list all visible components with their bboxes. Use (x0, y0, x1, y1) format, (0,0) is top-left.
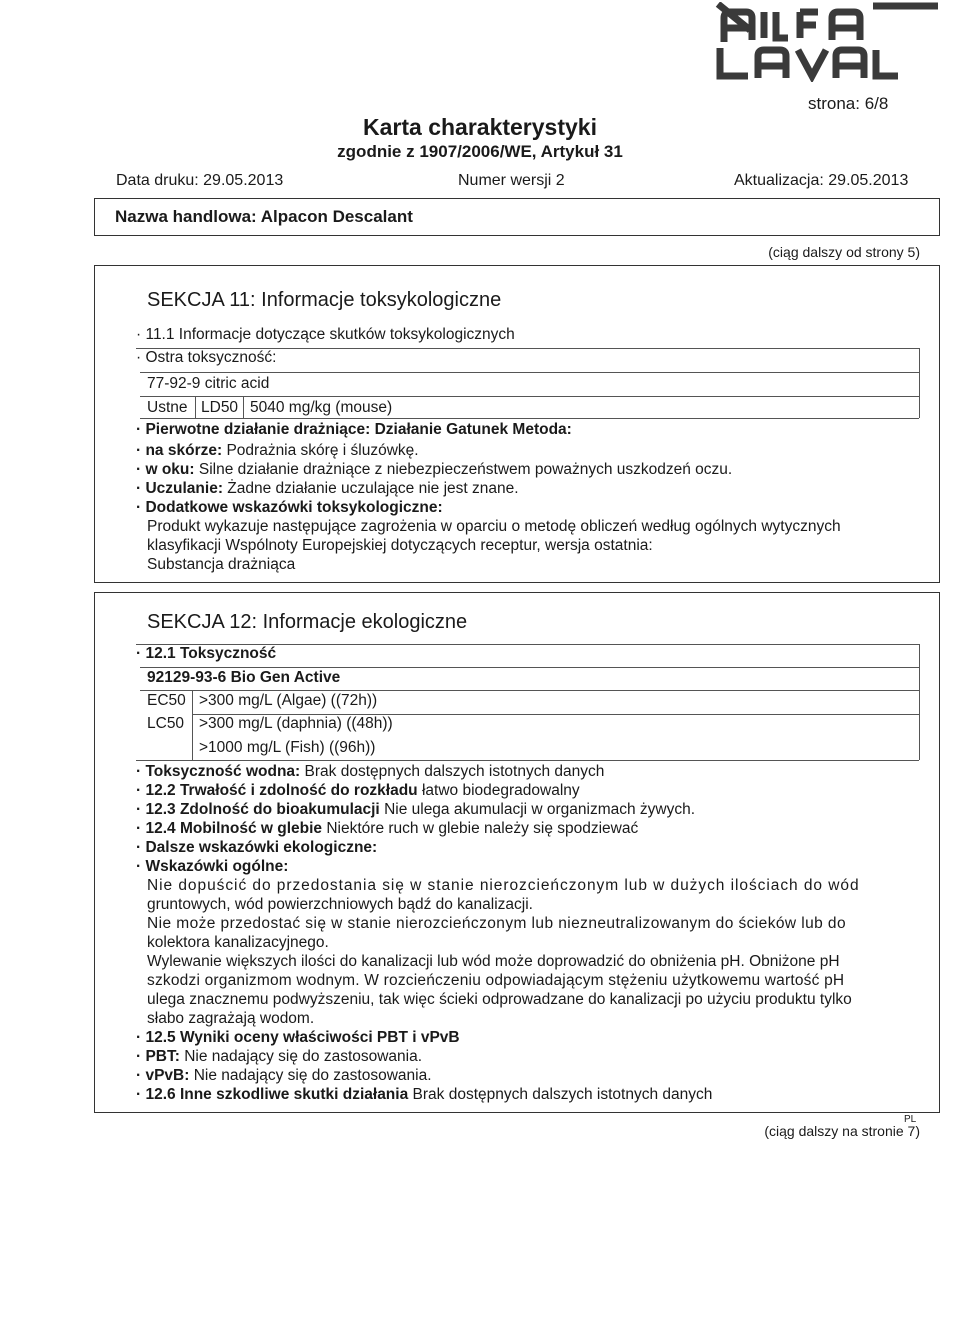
print-date: Data druku: 29.05.2013 (116, 172, 284, 189)
sensitization-row (136, 480, 519, 498)
lc50-daphnia-value: >300 mg/L (daphnia) ((48h)) (199, 715, 393, 732)
update-date: Aktualizacja: 29.05.2013 (734, 172, 909, 189)
continued-to: (ciąg dalszy na stronie 7) (764, 1123, 920, 1139)
additional-tox-text-2: klasyfikacji Wspólnoty Europejskiej dotyczących receptur, wersja ostatnia: (147, 537, 653, 554)
skin-row (136, 442, 419, 460)
pbt-label: · PBT: (136, 1048, 180, 1065)
language-code: PL (904, 1114, 917, 1125)
general-note-2a: Nie może przedostać się w stanie nierozcieńczonym lub niezneutralizowanym do ścieków lub do (147, 915, 847, 932)
persistence-label: · 12.2 Trwałość i zdolność do rozkładu (136, 782, 418, 799)
document-title: Karta charakterystyki (363, 114, 597, 140)
general-note-3c: ulega znacznemu podwyższeniu, tak więc ścieki odprowadzane do kanalizacji po użyciu produktu tylko (147, 991, 852, 1008)
mobility-label: · 12.4 Mobilność w glebie (136, 820, 323, 837)
bio-gen-substance: 92129-93-6 Bio Gen Active (147, 669, 341, 686)
ec50-value: >300 mg/L (Algae) ((72h)) (199, 692, 378, 709)
additional-tox-text-1: Produkt wykazuje następujące zagrożenia w oparciu o metodę obliczeń według ogólnych wytycznych (147, 518, 841, 535)
ld50-value: 5040 mg/kg (mouse) (250, 399, 393, 416)
irritation-heading: · Pierwotne działanie drażniące: Działanie Gatunek Metoda: (136, 421, 572, 438)
vpvb-text: Nie nadający się do zastosowania. (193, 1067, 432, 1084)
persistence-row (136, 782, 580, 800)
mobility-text: Niektóre ruch w glebie należy się spodziewać (326, 820, 639, 837)
persistence-text: łatwo biodegradowalny (421, 782, 580, 799)
tox-info-heading: · 11.1 Informacje dotyczące skutków toksykologicznych (136, 326, 515, 343)
additional-tox-text-3: Substancja drażniąca (147, 556, 296, 573)
document-subtitle: zgodnie z 1907/2006/WE, Artykuł 31 (337, 142, 623, 161)
sensitization-label: · Uczulanie: (136, 480, 223, 497)
continued-from: (ciąg dalszy od strony 5) (768, 244, 920, 260)
mobility-row (136, 820, 638, 838)
sensitization-text: Żadne działanie uczulające nie jest znane. (227, 480, 519, 497)
bioaccumulation-label: · 12.3 Zdolność do bioakumulacji (136, 801, 380, 818)
bioaccumulation-text: Nie ulega akumulacji w organizmach żywych. (384, 801, 696, 818)
page-number: strona: 6/8 (808, 94, 889, 113)
general-notes-label: · Wskazówki ogólne: (136, 858, 289, 875)
section-11-title: SEKCJA 11: Informacje toksykologiczne (147, 289, 502, 311)
pbt-row (136, 1048, 422, 1066)
ec50-param: EC50 (147, 692, 186, 709)
bioaccumulation-row (136, 801, 695, 819)
citric-acid-substance: 77-92-9 citric acid (147, 375, 270, 392)
alfa-laval-logo (708, 2, 948, 82)
skin-label: · na skórze: (136, 442, 223, 459)
skin-text: Podrażnia skórę i śluzówkę. (226, 442, 419, 459)
lc50-param: LC50 (147, 715, 185, 732)
general-note-3d: słabo zagrażają wodom. (147, 1010, 315, 1027)
general-note-1b: gruntowych, wód powierzchniowych bądź do kanalizacji. (147, 896, 533, 913)
pbt-text: Nie nadający się do zastosowania. (184, 1048, 423, 1065)
vpvb-row (136, 1067, 432, 1085)
section-12-title: SEKCJA 12: Informacje ekologiczne (147, 611, 468, 633)
eye-label: · w oku: (136, 461, 195, 478)
other-effects-row (136, 1086, 712, 1104)
version-number: Numer wersji 2 (458, 172, 565, 189)
additional-tox-label: · Dodatkowe wskazówki toksykologiczne: (136, 499, 443, 516)
general-note-1a: Nie dopuścić do przedostania się w stanie nierozcieńczonym lub w dużych ilościach do wód (147, 877, 860, 894)
acute-toxicity-label: · Ostra toksyczność: (136, 349, 277, 366)
lc50-fish-value: >1000 mg/L (Fish) ((96h)) (199, 739, 376, 756)
eye-text: Silne działanie drażniące z niebezpieczeństwem poważnych uszkodzeń oczu. (198, 461, 733, 478)
further-eco-label: · Dalsze wskazówki ekologiczne: (136, 839, 378, 856)
eye-row (136, 461, 732, 479)
ld50-param: LD50 (201, 399, 239, 416)
other-effects-text: Brak dostępnych dalszych istotnych danych (412, 1086, 713, 1103)
general-note-3b: szkodzi organizmom wodnym. W rozcieńczeniu odpowiadającym stężeniu użytkowemu wartość pH (147, 972, 845, 989)
water-toxicity-row (136, 763, 604, 781)
vpvb-label: · vPvB: (136, 1067, 190, 1084)
other-effects-label: · 12.6 Inne szkodliwe skutki działania (136, 1086, 409, 1103)
water-toxicity-text: Brak dostępnych dalszych istotnych danych (304, 763, 605, 780)
pbt-assessment-label: · 12.5 Wyniki oceny właściwości PBT i vPvB (136, 1029, 460, 1046)
toxicity-label: · 12.1 Toksyczność (136, 645, 277, 662)
water-toxicity-label: · Toksyczność wodna: (136, 763, 301, 780)
trade-name: Nazwa handlowa: Alpacon Descalant (115, 207, 413, 226)
general-note-3a: Wylewanie większych ilości do kanalizacji lub wód może doprowadzić do obniżenia pH. Obniżone pH (147, 953, 840, 970)
general-note-2b: kolektora kanalizacyjnego. (147, 934, 329, 951)
ld50-route: Ustne (147, 399, 188, 416)
